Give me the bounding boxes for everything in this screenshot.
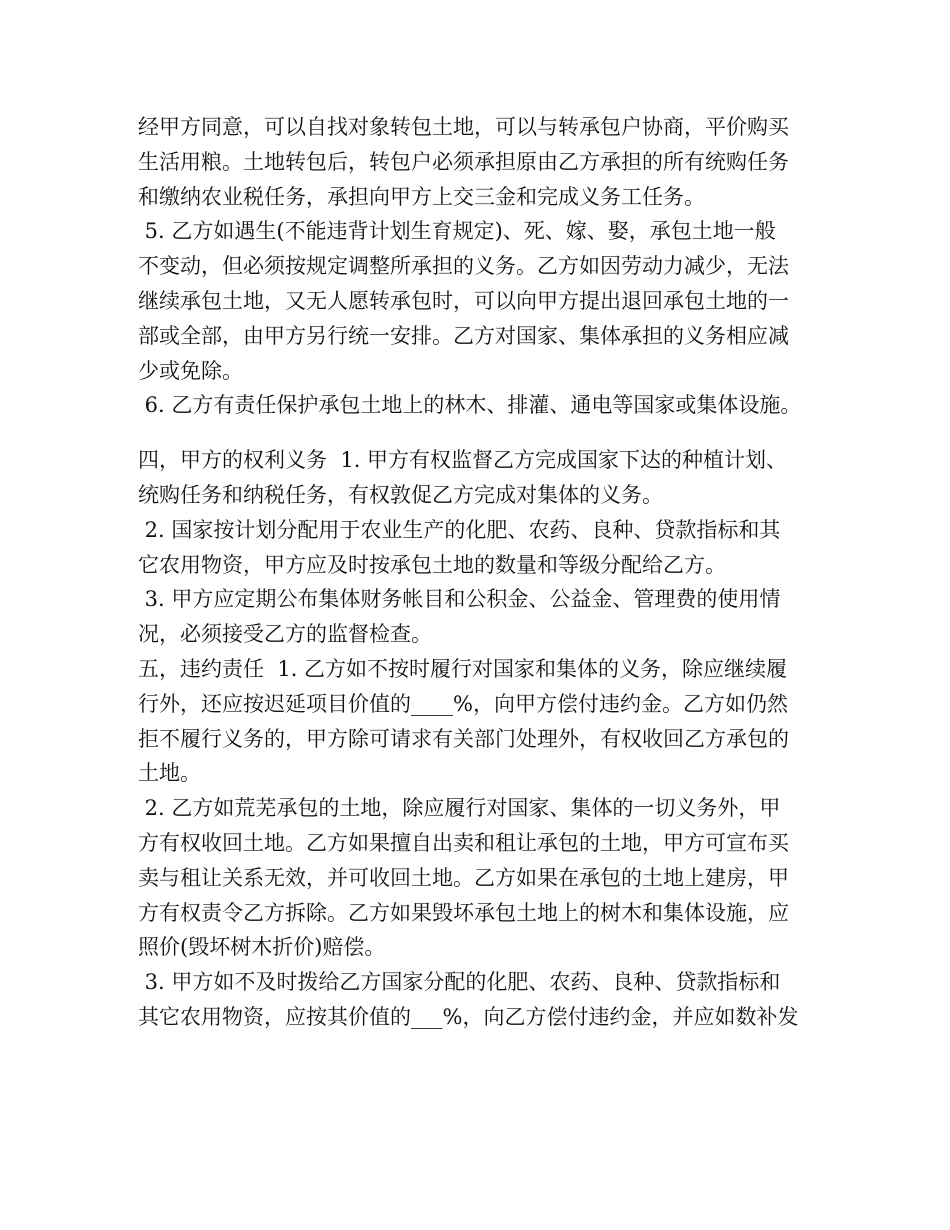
text-line: 生活用粮。土地转包后，转包户必须承担原由乙方承担的所有统购任务 [138, 149, 789, 174]
text-line: 它农用物资，甲方应及时按承包土地的数量和等级分配给乙方。 [138, 552, 726, 577]
text-line: 土地。 [138, 761, 201, 786]
text-line: 照价(毁坏树木折价)赔偿。 [138, 935, 386, 960]
text-line: 和缴纳农业税任务，承担向甲方上交三金和完成义务工任务。 [138, 184, 705, 209]
text-line: 3. 甲方如不及时拨给乙方国家分配的化肥、农药、良种、贷款指标和 [138, 970, 781, 995]
text-line: 2. 国家按计划分配用于农业生产的化肥、农药、良种、贷款指标和其 [138, 517, 781, 542]
text-line: 况，必须接受乙方的监督检查。 [138, 622, 432, 647]
text-line: 6. 乙方有责任保护承包土地上的林木、排灌、通电等国家或集体设施。 [138, 393, 802, 418]
text-line: 行外，还应按迟延项目价值的____%，向甲方偿付违约金。乙方如仍然 [138, 691, 788, 716]
text-line: 5. 乙方如遇生(不能违背计划生育规定)、死、嫁、娶，承包土地一般 [138, 219, 776, 244]
section-heading-line: 四，甲方的权利义务 1. 甲方有权监督乙方完成国家下达的种植计划、 [138, 448, 788, 473]
section-heading-line: 五，违约责任 1. 乙方如不按时履行对国家和集体的义务，除应继续履 [138, 656, 788, 681]
text-line: 方有权收回土地。乙方如果擅自出卖和租让承包的土地，甲方可宣布买 [138, 830, 789, 855]
paragraph-gap [138, 423, 828, 443]
text-line: 统购任务和纳税任务，有权敦促乙方完成对集体的义务。 [138, 482, 663, 507]
text-line: 经甲方同意，可以自找对象转包土地，可以与转承包户协商，平价购买 [138, 115, 789, 139]
text-line: 继续承包土地，又无人愿转承包时，可以向甲方提出退回承包土地的一 [138, 288, 789, 313]
text-line: 少或免除。 [138, 358, 243, 383]
text-line: 其它农用物资，应按其价值的___%，向乙方偿付违约金，并应如数补发 [138, 1004, 799, 1029]
text-line: 卖与租让关系无效，并可收回土地。乙方如果在承包的土地上建房，甲 [138, 865, 789, 890]
text-line: 2. 乙方如荒芜承包的土地，除应履行对国家、集体的一切义务外，甲 [138, 796, 781, 821]
text-line: 拒不履行义务的，甲方除可请求有关部门处理外，有权收回乙方承包的 [138, 726, 789, 751]
text-line: 不变动，但必须按规定调整所承担的义务。乙方如因劳动力减少，无法 [138, 254, 789, 279]
document-body [138, 110, 828, 1035]
text-line: 方有权责令乙方拆除。乙方如果毁坏承包土地上的树木和集体设施，应 [138, 900, 789, 925]
text-line: 部或全部，由甲方另行统一安排。乙方对国家、集体承担的义务相应减 [138, 323, 789, 348]
text-line: 3. 甲方应定期公布集体财务帐目和公积金、公益金、管理费的使用情 [138, 587, 781, 612]
